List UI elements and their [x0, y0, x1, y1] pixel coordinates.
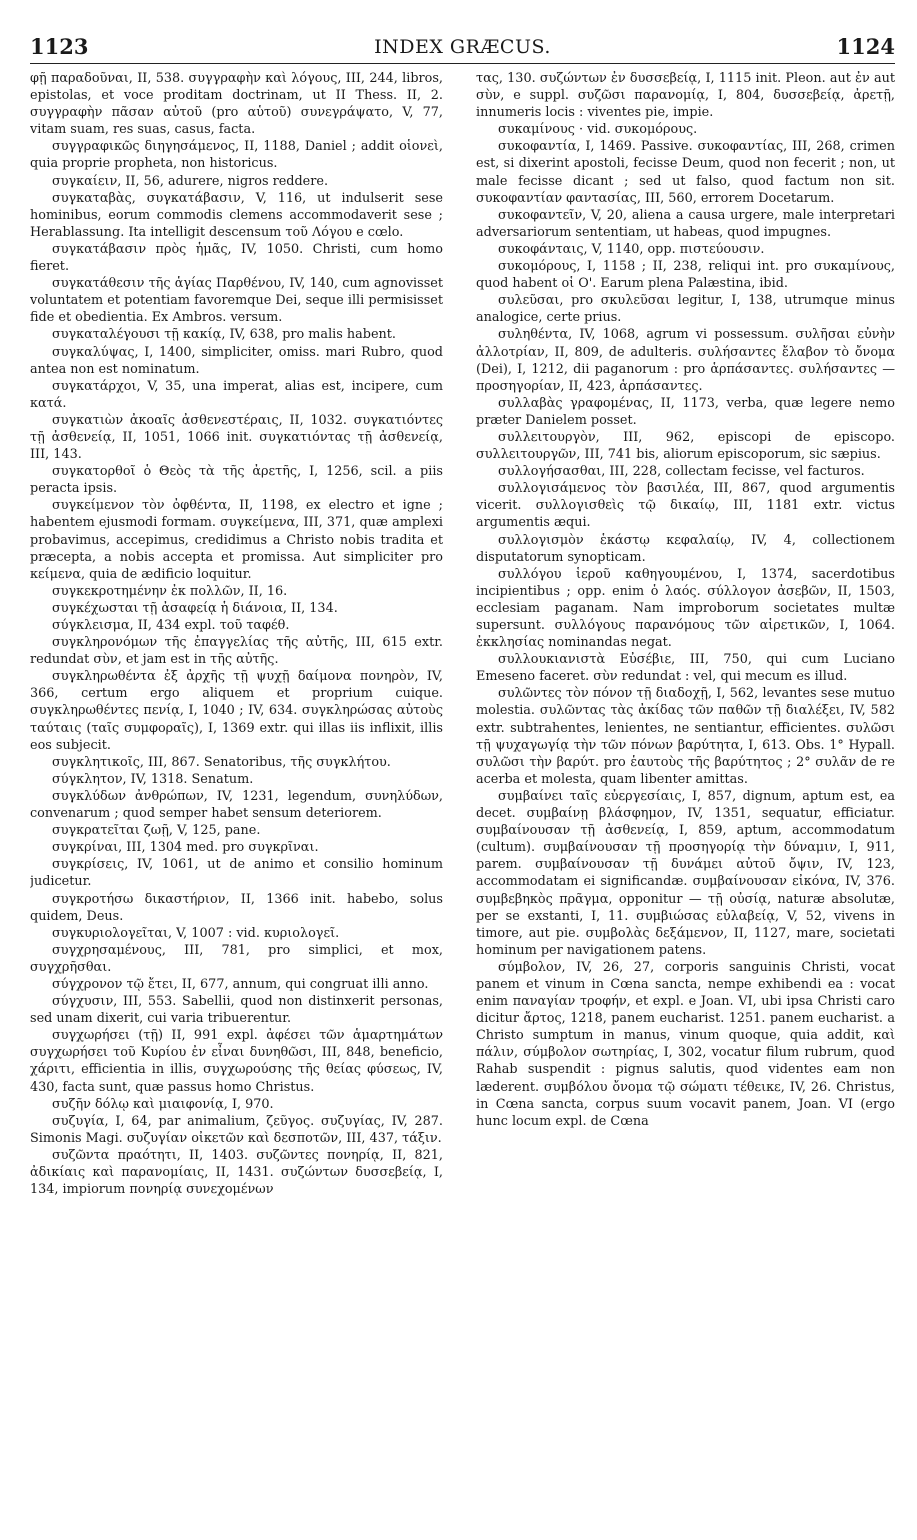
- header-rule: [30, 63, 895, 64]
- index-entry: συζυγία, I, 64, par animalium, ζεῦγος. συζυγίας, IV, 287. Simonis Magi. συζυγίαν οἰκετῶν καὶ δεσποτῶν, III, 437, τάξιν.: [30, 1113, 443, 1146]
- index-entry: φῇ παραδοῦναι, II, 538. συγγραφὴν καὶ λόγους, III, 244, libros, epistolas, et voce proditam doctrinam, ut II Thess. II, 2. συγγραφὴν πᾶσαν αὐτοῦ (pro αὑτοῦ) συνεγράψατο, V, 77, vitam suam, res suas, casus, facta.: [30, 71, 443, 138]
- index-entry: συγκατάβασιν πρὸς ἡμᾶς, IV, 1050. Christi, cum homo fieret.: [30, 241, 443, 275]
- left-column: [30, 70, 443, 1530]
- index-entry: συλλογήσασθαι, III, 228, collectam fecisse, vel facturos.: [498, 464, 865, 480]
- index-entry: συγκληρωθέντα ἐξ ἀρχῆς τῇ ψυχῇ δαίμονα πονηρὸν, IV, 366, certum ergo aliquem et proprium cuique. συγκληρωθέντες πενίᾳ, I, 1040 ; IV, 634. συγκληρώσας αὐτοὺς ταύταις (ταῖς συμφοραῖς), I, 1369 extr. qui illas iis inflixit, illis eos subjecit.: [30, 669, 443, 753]
- index-entry: συκομόρους, I, 1158 ; II, 238, reliqui int. pro συκαμίνους, quod habent οἱ Ο'. Earum plena Palæstina, ibid.: [476, 259, 895, 292]
- index-entry: συγκυριολογεῖται, V, 1007 : vid. κυριολογεῖ.: [52, 925, 340, 941]
- index-entry: συγκρίσεις, IV, 1061, ut de animo et consilio hominum judicetur.: [30, 857, 443, 890]
- index-entry: συλῶντες τὸν πόνον τῇ διαδοχῇ, I, 562, levantes sese mutuo molestia. συλῶντας τὰς ἀκίδας τῶν παθῶν τῇ διαλέξει, IV, 582 extr. subtrahentes, lenientes, ne sentiantur, efficientes. συλῶσι τῇ ψυχαγωγίᾳ τὴν τῶν πόνων βαρύτητα, I, 613. Obs. 1° Hypall. συλῶσι τὴν βαρύτ. pro ἑαυτοὺς τῆς βαρύτητος ; 2° συλᾶν de re acerba et molesta, quam libenter amittas.: [476, 686, 895, 787]
- index-entry: συγκαταβὰς, συγκατάβασιν, V, 116, ut indulserit sese hominibus, eorum commodis clemens accommodaverit sese ; Herablassung. Ita intelligit descensum τοῦ Λόγου e cœlo.: [30, 190, 443, 240]
- page-number-left: 1123: [30, 34, 89, 59]
- index-entry: συλλειτουργὸν, III, 962, episcopi de episcopo. συλλειτουργῶν, III, 741 bis, aliorum episcoporum, sic sæpius.: [476, 429, 895, 463]
- index-entry: τας, 130. συζώντων ἐν δυσσεβείᾳ, I, 1115 init. Pleon. aut ἐν aut σὺν, e suppl. συζῶσι παρανομίᾳ, I, 804, δυσσεβείᾳ, ἀρετῇ, innumeris locis : viventes pie, impie.: [476, 71, 895, 121]
- index-entry: συγκατάρχοι, V, 35, una imperat, alias est, incipere, cum κατά.: [30, 378, 443, 411]
- index-entry: συγκέχωσται τῇ ἀσαφείᾳ ἡ διάνοια, II, 134.: [52, 600, 338, 616]
- index-entry: συγκατορθοῖ ὁ Θεὸς τὰ τῆς ἀρετῆς, I, 1256, scil. a piis peracta ipsis.: [30, 464, 443, 497]
- index-entry: συγκεκροτημένην ἐκ πολλῶν, II, 16.: [52, 583, 288, 599]
- index-entry: συγκροτήσω δικαστήριον, II, 1366 init. habebo, solus quidem, Deus.: [30, 891, 443, 924]
- index-entry: συγκαλύψας, I, 1400, simpliciter, omiss. mari Rubro, quod antea non est nominatum.: [30, 344, 443, 377]
- index-entry: συγκρατεῖται ζωῇ, V, 125, pane.: [52, 823, 261, 839]
- index-entry: συγκείμενον τὸν ὀφθέντα, II, 1198, ex electro et igne ; habentem ejusmodi formam. συγκείμενα, III, 371, quæ amplexi probavimus, accepimus, credidimus a Christo nobis tradita et præcepta, a nobis accepta et promissa. Aut simpliciter pro κείμενα, quia de ædificio loquitur.: [30, 498, 443, 582]
- index-entry: συμβαίνει ταῖς εὐεργεσίαις, I, 857, dignum, aptum est, ea decet. συμβαίνῃ βλάσφημον, IV, 1351, sequatur, efficiatur. συμβαίνουσαν τῇ ἀσθενείᾳ, I, 859, aptum, accommodatum (cultum). συμβαίνουσαν τῇ προσηγορίᾳ τὴν δύναμιν, I, 911, parem. συμβαίνουσαν τῇ δυνάμει αὐτοῦ ὄψιν, IV, 123, accommodatam ei significandæ. συμβαίνουσαν εἰκόνα, IV, 376. συμβεβηκὸς πρᾶγμα, opponitur — τῇ οὐσίᾳ, naturæ absolutæ, per se exstanti, I, 11. συμβιώσας εὐλαβείᾳ, V, 52, vivens in timore, aut pie. συμβολὰς δεξάμενον, II, 1127, mare, societati hominum per navigationem patens.: [476, 788, 895, 958]
- right-column: [476, 70, 895, 1530]
- index-entry: συλεῦσαι, pro σκυλεῦσαι legitur, I, 138, utrumque minus analogice, certe prius.: [476, 293, 895, 326]
- index-entry: συγχωρήσει (τῇ) II, 991 expl. ἀφέσει τῶν ἁμαρτημάτων συγχωρήσει τοῦ Κυρίου ἐν εἶναι δυνηθῶσι, III, 848, beneficio, χάριτι, efficientia in illis, συγχωρούσης τῆς θείας φύσεως, IV, 430, facta sunt, quæ passus homo Christus.: [30, 1028, 443, 1095]
- index-entry: συλλογισμὸν ἑκάστῳ κεφαλαίῳ, IV, 4, collectionem disputatorum synopticam.: [476, 532, 895, 565]
- index-entry: συλλαβὰς γραφομένας, II, 1173, verba, quæ legere nemo præter Danielem posset.: [476, 395, 895, 428]
- index-entry: συκοφάνταις, V, 1140, opp. πιστεύουσιν.: [498, 241, 765, 257]
- index-entry: σύγχρονον τῷ ἔτει, II, 677, annum, qui congruat illi anno.: [52, 976, 429, 992]
- index-entry: σύγκλητον, IV, 1318. Senatum.: [52, 771, 254, 787]
- index-entry: συζῶντα πραότητι, II, 1403. συζῶντες πονηρίᾳ, II, 821, ἀδικίαις καὶ παρανομίαις, II, 1431. συζώντων δυσσεβείᾳ, I, 134, impiorum πονηρίᾳ συνεχομένων: [30, 1147, 443, 1198]
- index-entry: σύγκλεισμα, II, 434 expl. τοῦ ταφέθ.: [52, 618, 290, 633]
- index-entry: συκοφαντεῖν, V, 20, aliena a causa urgere, male interpretari adversariorum sententiam, ut habeas, quod impugnes.: [476, 207, 895, 240]
- index-entry: συγκλητικοῖς, III, 867. Senatoribus, τῆς συγκλήτου.: [52, 754, 391, 770]
- index-entry: συγκρίναι, III, 1304 med. pro συγκρῖναι.: [52, 840, 319, 856]
- running-title: INDEX GRÆCUS.: [374, 36, 551, 58]
- page-number-right: 1124: [836, 34, 895, 59]
- index-entry: συγχρησαμένους, III, 781, pro simplici, et mox, συγχρῆσθαι.: [30, 942, 443, 975]
- index-entry: συλλογισάμενος τὸν βασιλέα, III, 867, quod argumentis vicerit. συλλογισθεὶς τῷ δικαίῳ, III, 1181 extr. victus argumentis æqui.: [476, 481, 895, 531]
- index-entry: σύγχυσιν, III, 553. Sabellii, quod non distinxerit personas, sed unam dixerit, cui varia tribuerentur.: [30, 994, 443, 1027]
- index-entry: συκοφαντία, I, 1469. Passive. συκοφαντίας, III, 268, crimen est, si dixerint apostoli, fecisse Deum, quod non fecerit ; non, ut male fecisse dicant ; sed ut falso, quod factum non sit. συκοφαντίαν φαντασίας, III, 560, errorem Docetarum.: [476, 139, 895, 206]
- page-header: [30, 34, 895, 64]
- index-entry: συλλουκιανιστὰ Εὐσέβιε, III, 750, qui cum Luciano Emeseno faceret. σὺν redundat : vel, qui mecum es illud.: [476, 652, 895, 685]
- index-entry: συγγραφικῶς διηγησάμενος, II, 1188, Daniel ; addit οἱονεὶ, quia proprie propheta, non historicus.: [30, 139, 443, 172]
- index-entry: συγκατάθεσιν τῆς ἁγίας Παρθένου, IV, 140, cum agnovisset voluntatem et potentiam favoremque Dei, seque illi permisisset fide et obedientia. Ex Ambros. versum.: [30, 276, 443, 326]
- index-entry: συγκαταλέγουσι τῇ κακίᾳ, IV, 638, pro malis habent.: [52, 327, 396, 343]
- index-entry: συγκαίειν, II, 56, adurere, nigros reddere.: [52, 173, 329, 189]
- index-entry: συζῆν δόλῳ καὶ μιαιφονίᾳ, I, 970.: [52, 1096, 274, 1112]
- index-entry: συγκατιὼν ἀκοαῖς ἀσθενεστέραις, II, 1032. συγκατιόντες τῇ ἀσθενείᾳ, II, 1051, 1066 init. συγκατιόντας τῇ ἀσθενείᾳ, III, 143.: [30, 412, 443, 463]
- index-entry: συγκλύδων ἀνθρώπων, IV, 1231, legendum, συνηλύδων, convenarum ; quod semper habet sensum deteriorem.: [30, 788, 443, 822]
- index-entry: συκαμίνους · vid. συκομόρους.: [498, 122, 698, 138]
- index-entry: συλλόγου ἱεροῦ καθηγουμένου, I, 1374, sacerdotibus incipientibus ; opp. enim ὁ λαός. σύλλογον ἀσεβῶν, II, 1503, ecclesiam paganam. Nam improborum societates multæ supersunt. συλλόγους παρανόμους τῶν αἱρετικῶν, I, 1064. ἐκκλησίας nominandas negat.: [476, 566, 895, 651]
- index-entry: συγκληρονόμων τῆς ἐπαγγελίας τῆς αὐτῆς, III, 615 extr. redundat σὺν, et jam est in τῆς αὐτῆς.: [30, 635, 443, 668]
- index-entry: συληθέντα, IV, 1068, agrum vi possessum. συλῆσαι εὐνὴν ἀλλοτρίαν, II, 809, de adulteris. συλήσαντες ἔλαβον τὸ ὄνομα (Dei), I, 1212, dii paganorum : pro ἁρπάσαντες. συλήσαντες — προσηγορίαν, II, 423, ἁρπάσαντες.: [476, 327, 895, 394]
- index-entry: σύμβολον, IV, 26, 27, corporis sanguinis Christi, vocat panem et vinum in Cœna sancta, nempe exhibendi ea : vocat enim παναγίαν τροφήν, et expl. e Joan. VI, ubi ipsa Christi caro dicitur ἄρτος, 1218, panem eucharist. 1251. panem eucharist. a Christo sumptum in manus, vinum quoque, quia addit, καὶ πάλιν, σύμβολον σωτηρίας, I, 302, vocatur filum rubrum, quod Rahab suspendit : pignus salutis, quod videntes eam non læderent. συμβόλου ὄνομα τῷ σώματι τέθεικε, IV, 26. Christus, in Cœna sancta, corpus suum vocavit panem, Joan. VI (ergo hunc locum expl. de Cœna: [476, 959, 895, 1129]
